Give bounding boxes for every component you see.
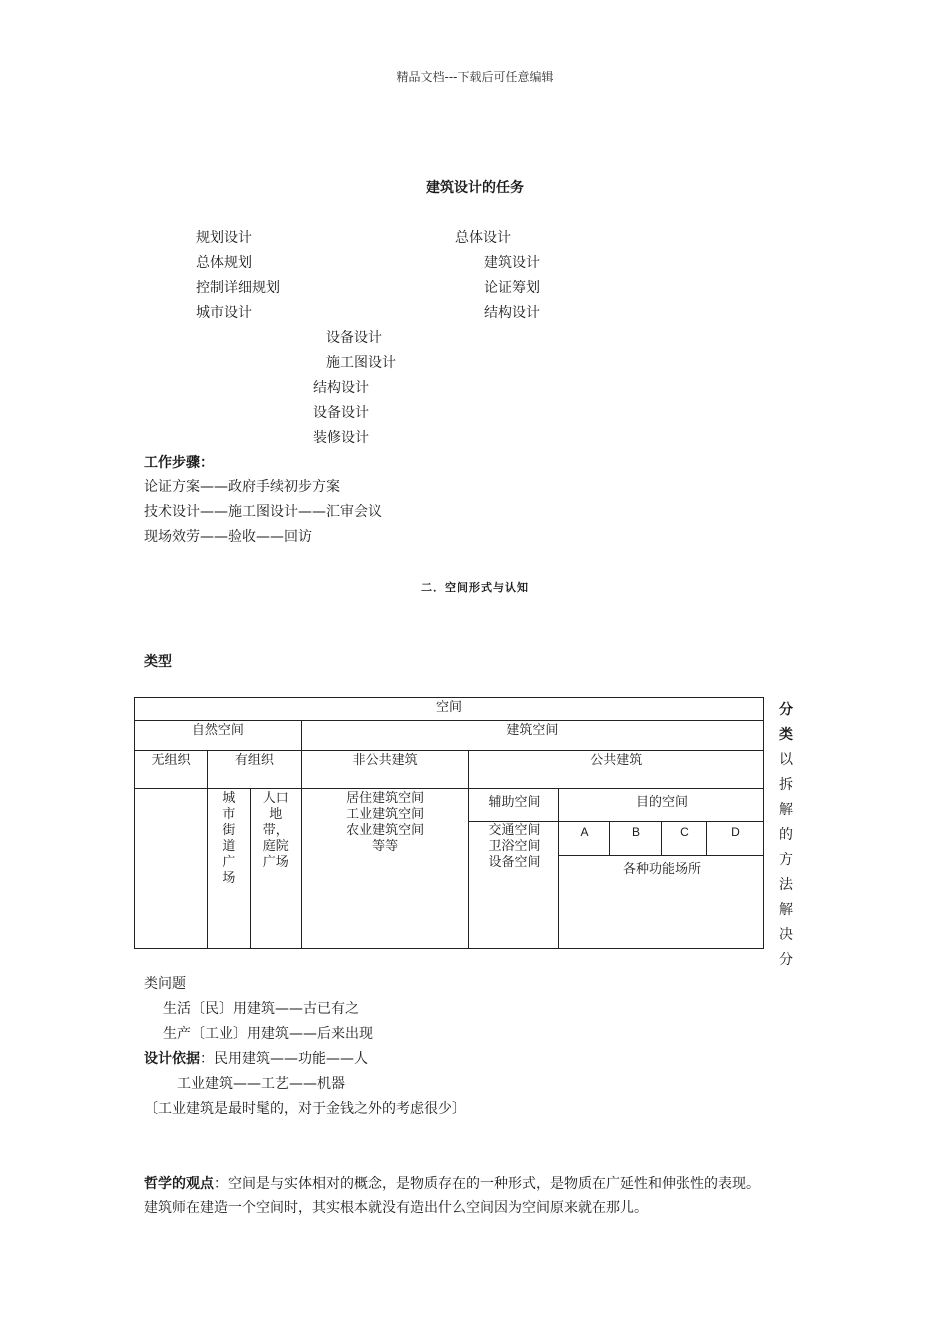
side-vertical-text: 分 类 以 拆 解 的 方 法 解 决 分 bbox=[779, 702, 793, 968]
functions-label: 各种功能场所 bbox=[622, 862, 701, 877]
table-header-natural: 自然空间 bbox=[135, 721, 302, 751]
center-list-item: 装修设计 bbox=[313, 430, 369, 446]
usage-line: 生活〔民〕用建筑——古已有之 bbox=[163, 1001, 359, 1017]
table-cell-empty bbox=[135, 789, 208, 949]
right-list-item: 总体设计 bbox=[455, 230, 511, 246]
center-list-item: 施工图设计 bbox=[326, 355, 396, 371]
table-cell-unorganized: 无组织 bbox=[135, 751, 208, 789]
section-title: 二．空间形式与认知 bbox=[421, 581, 529, 594]
usage-line: 生产〔工业〕用建筑——后来出现 bbox=[163, 1026, 373, 1042]
philosophy-paragraph bbox=[144, 1175, 760, 1193]
step-line: 论证方案——政府手续初步方案 bbox=[144, 479, 340, 495]
purpose-b: B bbox=[631, 825, 640, 839]
purpose-d: D bbox=[731, 825, 740, 839]
design-basis-label: 设计依据 bbox=[144, 1051, 200, 1067]
after-table-text: 类问题 bbox=[144, 976, 186, 992]
philosophy-paragraph-line2: 建筑师在建造一个空间时，其实根本就没有造出什么空间因为空间原来就在那儿。 bbox=[144, 1200, 648, 1216]
left-list-item: 控制详细规划 bbox=[196, 280, 280, 296]
step-line: 技术设计——施工图设计——汇审会议 bbox=[144, 504, 382, 520]
table-cell-public-detail bbox=[469, 789, 764, 949]
center-list-item: 设备设计 bbox=[313, 405, 369, 421]
left-list-item: 规划设计 bbox=[196, 230, 252, 246]
center-list-item: 结构设计 bbox=[313, 380, 369, 396]
table-header-space: 空间 bbox=[135, 698, 764, 721]
table-header-built: 建筑空间 bbox=[301, 721, 763, 751]
aux-space-label: 辅助空间 bbox=[488, 795, 541, 810]
right-list-item: 论证筹划 bbox=[484, 280, 540, 296]
steps-heading: 工作步骤： bbox=[144, 455, 214, 471]
table-cell-non-public: 非公共建筑 bbox=[301, 751, 469, 789]
purpose-a: A bbox=[580, 825, 589, 839]
space-classification-table bbox=[134, 697, 764, 949]
page-title: 建筑设计的任务 bbox=[426, 180, 524, 196]
design-basis bbox=[144, 1050, 368, 1068]
purpose-c: C bbox=[680, 825, 689, 839]
table-cell-organized: 有组织 bbox=[207, 751, 301, 789]
philosophy-text: ：空间是与实体相对的概念，是物质存在的一种形式，是物质在广延性和伸张性的表现。 bbox=[214, 1176, 760, 1192]
right-list-item: 建筑设计 bbox=[484, 255, 540, 271]
right-list-item: 结构设计 bbox=[484, 305, 540, 321]
table-cell-public: 公共建筑 bbox=[469, 751, 764, 789]
design-basis-text: ：民用建筑——功能——人 bbox=[200, 1051, 368, 1067]
type-heading: 类型 bbox=[144, 654, 172, 670]
table-cell-city-street: 城 市 街 道 广 场 bbox=[207, 789, 250, 949]
table-cell-non-public-items: 居住建筑空间 工业建筑空间 农业建筑空间 等等 bbox=[301, 789, 469, 949]
step-line: 现场效劳——验收——回访 bbox=[144, 529, 312, 545]
center-list-item: 设备设计 bbox=[326, 330, 382, 346]
left-list-item: 总体规划 bbox=[196, 255, 252, 271]
aux-space-items: 交通空间 卫浴空间 设备空间 bbox=[488, 823, 541, 870]
design-basis-note: 〔工业建筑是最时髦的，对于金钱之外的考虑很少〕 bbox=[144, 1101, 466, 1117]
page-header: 精品文档---下载后可任意编辑 bbox=[396, 70, 554, 84]
left-list-item: 城市设计 bbox=[196, 305, 252, 321]
philosophy-label: 哲学的观点 bbox=[144, 1176, 214, 1192]
table-cell-population: 人口 地 带， 庭院 广场 bbox=[250, 789, 301, 949]
purpose-space-label: 目的空间 bbox=[635, 795, 688, 810]
design-basis-industrial: 工业建筑——工艺——机器 bbox=[177, 1076, 345, 1092]
